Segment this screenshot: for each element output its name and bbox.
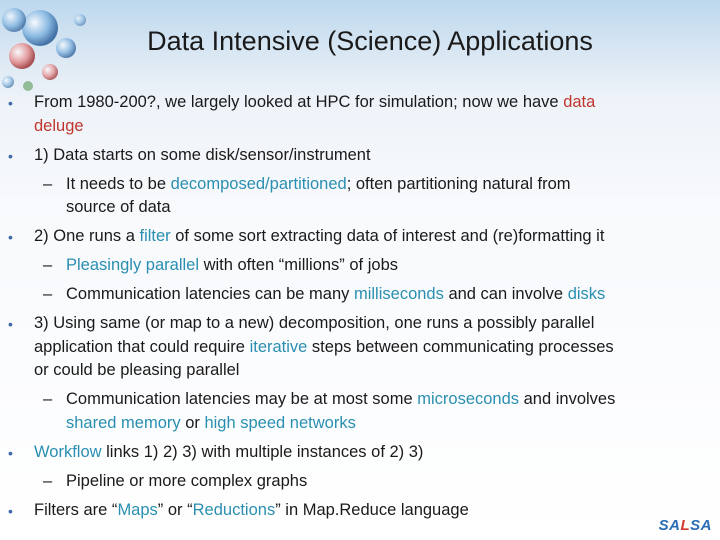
text-segment: decomposed/partitioned bbox=[170, 174, 347, 193]
text-segment: iterative bbox=[249, 337, 308, 356]
dash-marker: – bbox=[43, 285, 53, 303]
text-segment: It needs to be bbox=[66, 174, 171, 193]
bullet-line bbox=[34, 500, 469, 520]
bullet-line bbox=[34, 360, 239, 380]
dash-marker: – bbox=[43, 174, 53, 193]
bullet-marker: • bbox=[8, 444, 13, 461]
text-segment: Communication latencies can be many bbox=[66, 285, 354, 303]
text-segment: Workflow bbox=[34, 442, 102, 461]
bullet-line bbox=[34, 116, 84, 136]
bullet-marker: • bbox=[8, 502, 13, 519]
text-segment: disks bbox=[567, 285, 606, 303]
text-segment: application that could require bbox=[34, 337, 250, 356]
text-segment: and involves bbox=[519, 390, 616, 408]
text-segment: steps between communicating processes bbox=[307, 337, 614, 356]
bullet-line bbox=[34, 313, 594, 333]
sub-bullet-line bbox=[66, 255, 398, 275]
bullet-marker: • bbox=[8, 316, 13, 332]
text-segment: Communication latencies may be at most some bbox=[66, 390, 418, 408]
text-segment: of some sort extracting data of interest and (re)formatting it bbox=[170, 227, 605, 245]
text-segment: From 1980-200?, we largely looked at HPC for simulation; now we have bbox=[34, 93, 564, 111]
sub-bullet-line bbox=[66, 389, 615, 409]
bullet-line bbox=[34, 92, 595, 112]
text-segment: filter bbox=[139, 227, 171, 245]
text-segment: Pleasingly parallel bbox=[66, 256, 199, 274]
dash-marker: – bbox=[43, 390, 53, 408]
text-segment: data bbox=[563, 93, 596, 111]
text-segment: Maps bbox=[117, 500, 158, 519]
slide-title: Data Intensive (Science) Applications bbox=[147, 26, 593, 56]
text-segment: or could be pleasing parallel bbox=[34, 361, 240, 379]
text-segment: 2) One runs a bbox=[34, 227, 140, 245]
text-segment: 3) Using same (or map to a new) decomposition, one runs a possibly parallel bbox=[34, 314, 595, 332]
text-segment: shared memory bbox=[66, 413, 181, 432]
text-segment: links 1) 2) 3) with multiple instances of 2) 3) bbox=[101, 442, 424, 461]
text-segment: source of data bbox=[66, 198, 171, 216]
bullet-marker: • bbox=[8, 147, 13, 164]
bullet-marker: • bbox=[8, 229, 13, 245]
text-segment: Filters are “ bbox=[34, 500, 118, 519]
text-segment: Reductions bbox=[192, 500, 276, 519]
text-segment: with often “millions” of jobs bbox=[199, 256, 398, 274]
dash-marker: – bbox=[43, 256, 53, 274]
text-segment: ” in Map.Reduce language bbox=[275, 500, 469, 519]
sub-bullet-line bbox=[66, 284, 605, 304]
text-segment: microseconds bbox=[417, 390, 520, 408]
text-segment: high speed networks bbox=[204, 413, 356, 432]
dash-marker: – bbox=[43, 471, 53, 490]
bullet-line bbox=[34, 226, 604, 246]
text-segment: ” or “ bbox=[157, 500, 193, 519]
sub-bullet-line bbox=[66, 413, 356, 433]
text-segment: milliseconds bbox=[353, 285, 444, 303]
bullet-line bbox=[34, 145, 371, 165]
text-segment: and can involve bbox=[443, 285, 568, 303]
salsa-logo: SALSA bbox=[658, 517, 712, 534]
bullet-line bbox=[34, 337, 614, 357]
text-segment: or bbox=[180, 413, 205, 432]
sub-bullet-line bbox=[66, 471, 307, 491]
bullet-marker: • bbox=[8, 95, 13, 111]
text-segment: Pipeline or more complex graphs bbox=[66, 471, 308, 490]
text-segment: 1) Data starts on some disk/sensor/instrument bbox=[34, 145, 371, 164]
sub-bullet-line bbox=[66, 174, 571, 194]
bullet-line bbox=[34, 442, 423, 462]
text-segment: deluge bbox=[34, 116, 84, 135]
sub-bullet-line bbox=[66, 197, 171, 217]
text-segment: ; often partitioning natural from bbox=[346, 174, 571, 193]
